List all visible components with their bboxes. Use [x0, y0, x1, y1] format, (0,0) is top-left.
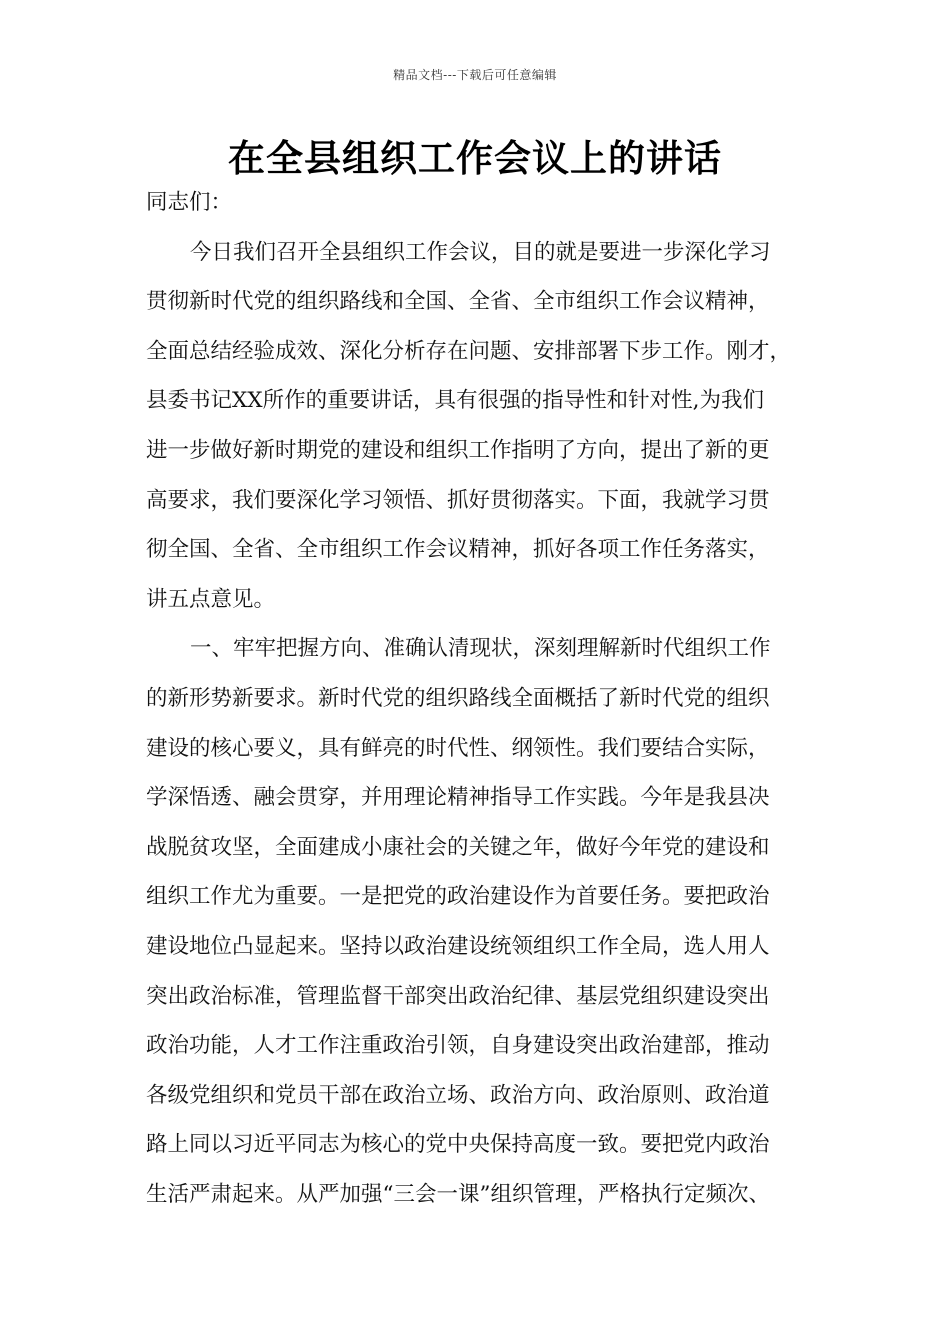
body-line: 一、牢牢把握方向、准确认清现状，深刻理解新时代组织工作	[190, 636, 771, 662]
body-line: 的新形势新要求。新时代党的组织路线全面概括了新时代党的组织	[146, 685, 770, 711]
salutation: 同志们：	[146, 190, 233, 215]
body-line: 今日我们召开全县组织工作会议，目的就是要进一步深化学习	[190, 239, 771, 265]
body-line: 各级党组织和党员干部在政治立场、政治方向、政治原则、政治道	[146, 1082, 770, 1108]
header-note: 精品文档---下载后可任意编辑	[393, 68, 557, 82]
body-line: 学深悟透、融会贯穿，并用理论精神指导工作实践。今年是我县决	[146, 785, 770, 811]
body-line: 全面总结经验成效、深化分析存在问题、安排部署下步工作。刚才，	[146, 338, 792, 364]
body-line: 生活严肃起来。从严加强“三会一课”组织管理，严格执行定频次、	[146, 1181, 770, 1207]
body-line: 进一步做好新时期党的建设和组织工作指明了方向，提出了新的更	[146, 437, 770, 463]
document-title: 在全县组织工作会议上的讲话	[228, 136, 722, 180]
document-body	[146, 178, 826, 1219]
body-line: 建设地位凸显起来。坚持以政治建设统领组织工作全局，选人用人	[146, 933, 770, 959]
body-line: 县委书记XX所作的重要讲话，具有很强的指导性和针对性,为我们	[146, 388, 764, 414]
body-line: 战脱贫攻坚，全面建成小康社会的关键之年，做好今年党的建设和	[146, 834, 770, 860]
body-line: 讲五点意见。	[146, 586, 276, 612]
body-line: 路上同以习近平同志为核心的党中央保持高度一致。要把党内政治	[146, 1132, 770, 1158]
body-line: 建设的核心要义，具有鲜亮的时代性、纲领性。我们要结合实际，	[146, 735, 770, 761]
body-line: 突出政治标准，管理监督干部突出政治纪律、基层党组织建设突出	[146, 983, 770, 1009]
body-line: 贯彻新时代党的组织路线和全国、全省、全市组织工作会议精神，	[146, 289, 770, 315]
body-line: 政治功能，人才工作注重政治引领，自身建设突出政治建部，推动	[146, 1033, 770, 1059]
body-line: 组织工作尤为重要。一是把党的政治建设作为首要任务。要把政治	[146, 884, 770, 910]
body-line: 彻全国、全省、全市组织工作会议精神，抓好各项工作任务落实，	[146, 537, 770, 563]
body-line: 高要求，我们要深化学习领悟、抓好贯彻落实。下面，我就学习贯	[146, 487, 770, 513]
